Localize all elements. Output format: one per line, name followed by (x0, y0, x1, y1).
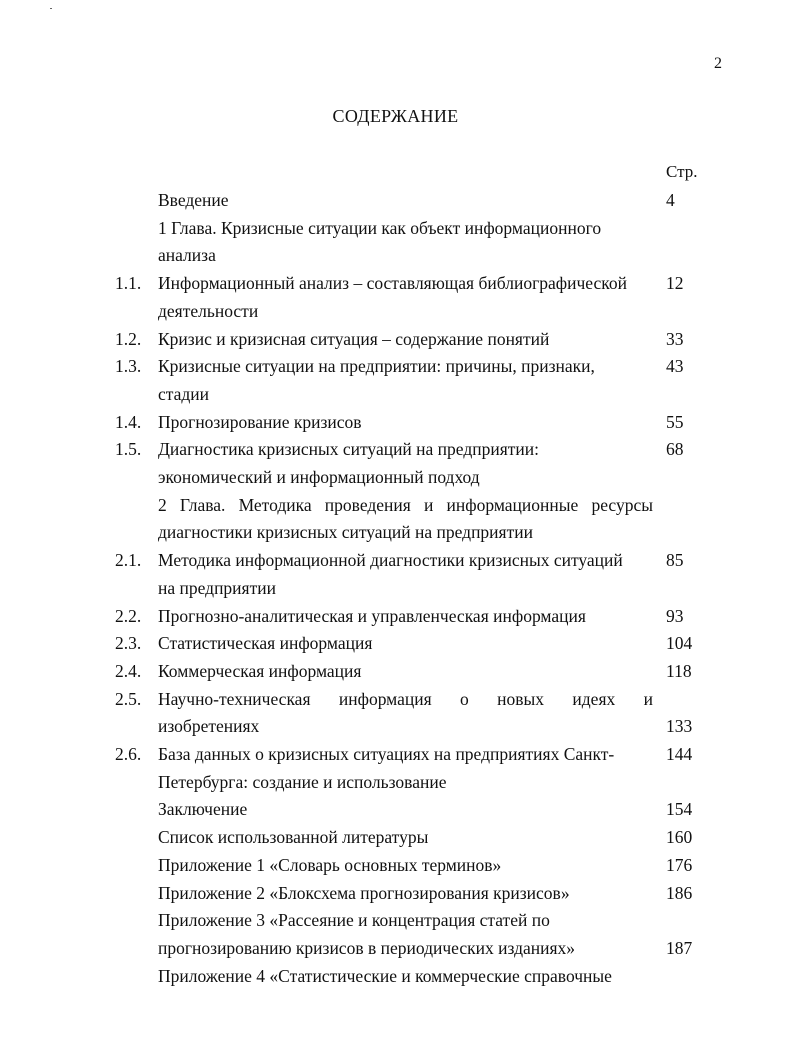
toc-row (0, 518, 791, 546)
toc-entry-word: новых (497, 688, 545, 709)
toc-section-number: 1.5. (115, 439, 142, 460)
toc-entry-title: прогнозированию кризисов в периодических изданиях» (158, 937, 576, 958)
toc-row (0, 408, 791, 436)
toc-page-number: 104 (666, 633, 693, 654)
toc-row (0, 768, 791, 796)
toc-section-number: 2.3. (115, 633, 142, 654)
toc-page-number: 85 (666, 550, 684, 571)
toc-entry-word: проведения (324, 494, 411, 515)
toc-entry-word: идеях (572, 688, 616, 709)
toc-entry-title: Кризис и кризисная ситуация – содержание понятий (158, 328, 550, 349)
toc-page-number: 187 (666, 937, 693, 958)
toc-row (0, 906, 791, 934)
toc-entry-title: Приложение 1 «Словарь основных терминов» (158, 854, 502, 875)
page-number: 2 (714, 55, 722, 72)
toc-row (0, 463, 791, 491)
toc-entry-title: стадии (158, 383, 210, 404)
toc-entry-title: Информационный анализ – составляющая библиографической (158, 273, 627, 294)
toc-row (0, 546, 791, 574)
toc-entry-word: Глава. (179, 494, 226, 515)
toc-page-number: 186 (666, 882, 693, 903)
toc-row (0, 879, 791, 907)
toc-section-number: 1.4. (115, 411, 142, 432)
toc-entry-title: Методика информационной диагностики кризисных ситуаций (158, 550, 623, 571)
toc-page-number: 144 (666, 744, 693, 764)
toc-entry-title: деятельности (158, 300, 259, 321)
toc-entry-title: диагностики кризисных ситуаций на предприятии (158, 522, 533, 543)
toc-entry-title (158, 491, 653, 519)
toc-entry-word: информация (338, 688, 432, 709)
toc-row (0, 685, 791, 713)
toc-section-number: 2.2. (115, 605, 142, 626)
toc-row (0, 740, 791, 768)
toc-entry-title: Приложение 3 «Рассеяние и концентрация статей по (158, 910, 550, 931)
toc-entry-title: Петербурга: создание и использование (158, 771, 447, 792)
toc-page-number: 154 (666, 799, 693, 820)
toc-row (0, 851, 791, 879)
page-title: СОДЕРЖАНИЕ (332, 106, 459, 126)
toc-entry-title: анализа (158, 245, 216, 266)
toc-entry-title: Прогнозно-аналитическая и управленческая информация (158, 605, 586, 626)
toc-entry-title: на предприятии (158, 577, 276, 598)
toc-entry-word: и (643, 688, 653, 709)
toc-entry-title: Кризисные ситуации на предприятии: причины, признаки, (158, 356, 595, 377)
toc-page-number: 4 (666, 190, 675, 210)
toc-row (0, 352, 791, 380)
toc-page-number: 68 (666, 439, 684, 460)
toc-section-number: 1.2. (115, 328, 142, 349)
toc-entry-title: 1 Глава. Кризисные ситуации как объект информационного (158, 217, 602, 238)
toc-entry-title: Статистическая информация (158, 633, 373, 654)
toc-row (0, 823, 791, 851)
toc-row (0, 491, 791, 519)
toc-row (0, 269, 791, 297)
toc-page-number: 33 (666, 328, 684, 349)
toc-entry-title: База данных о кризисных ситуациях на предприятиях Санкт- (158, 744, 615, 764)
toc-section-number: 1.1. (115, 273, 142, 294)
toc-entry-word: и (423, 494, 434, 515)
toc-entry-word: о (460, 688, 469, 709)
toc-page-number: 133 (666, 716, 693, 737)
toc-entry-word: 2 (158, 494, 167, 515)
toc-section-number: 2.4. (115, 660, 142, 681)
toc-page-number: 118 (666, 660, 692, 681)
toc-row (0, 795, 791, 823)
toc-entry-title: Приложение 2 «Блоксхема прогнозирования кризисов» (158, 882, 570, 903)
toc-entry-title: Коммерческая информация (158, 660, 362, 681)
toc-page-number: 12 (666, 273, 684, 294)
toc-entry-title: Прогнозирование кризисов (158, 411, 362, 432)
toc-row (0, 712, 791, 740)
toc-entry-title: экономический и информационный подход (158, 467, 480, 487)
toc-row (0, 380, 791, 408)
toc-row (0, 602, 791, 630)
toc-row (0, 574, 791, 602)
toc-page-number: 93 (666, 605, 684, 626)
page-column-label: Стр. (666, 162, 698, 181)
toc-section-number: 2.1. (115, 550, 142, 571)
toc-row (0, 962, 791, 990)
toc-entry-title: изобретениях (158, 716, 260, 737)
toc-section-number: 2.6. (115, 744, 142, 764)
toc-row (0, 241, 791, 269)
toc-entry-title: Приложение 4 «Статистические и коммерческие справочные (158, 965, 612, 986)
toc-entry-title: Список использованной литературы (158, 827, 429, 848)
toc-page-number: 176 (666, 854, 693, 875)
toc-row (0, 435, 791, 463)
toc-entry-word: ресурсы (591, 494, 653, 515)
toc-entry-word: информационные (446, 494, 579, 515)
scan-artifact (50, 8, 52, 9)
toc-entry-word: Научно-техническая (158, 688, 311, 709)
toc-row (0, 214, 791, 242)
toc-row (0, 934, 791, 962)
toc-page-number: 43 (666, 356, 684, 377)
toc-row (0, 629, 791, 657)
toc-entry-title: Диагностика кризисных ситуаций на предприятии: (158, 439, 540, 460)
toc-section-number: 2.5. (115, 688, 142, 709)
toc-page-number: 55 (666, 411, 684, 432)
toc-entry-title: Введение (158, 190, 229, 210)
toc-row (0, 186, 791, 214)
toc-entry-title: Заключение (158, 799, 248, 820)
toc-section-number: 1.3. (115, 356, 142, 377)
toc-row (0, 325, 791, 353)
toc-page-number: 160 (666, 827, 693, 848)
toc-row (0, 297, 791, 325)
toc-entry-word: Методика (238, 494, 312, 515)
toc-row (0, 657, 791, 685)
toc-entry-title (158, 685, 653, 713)
